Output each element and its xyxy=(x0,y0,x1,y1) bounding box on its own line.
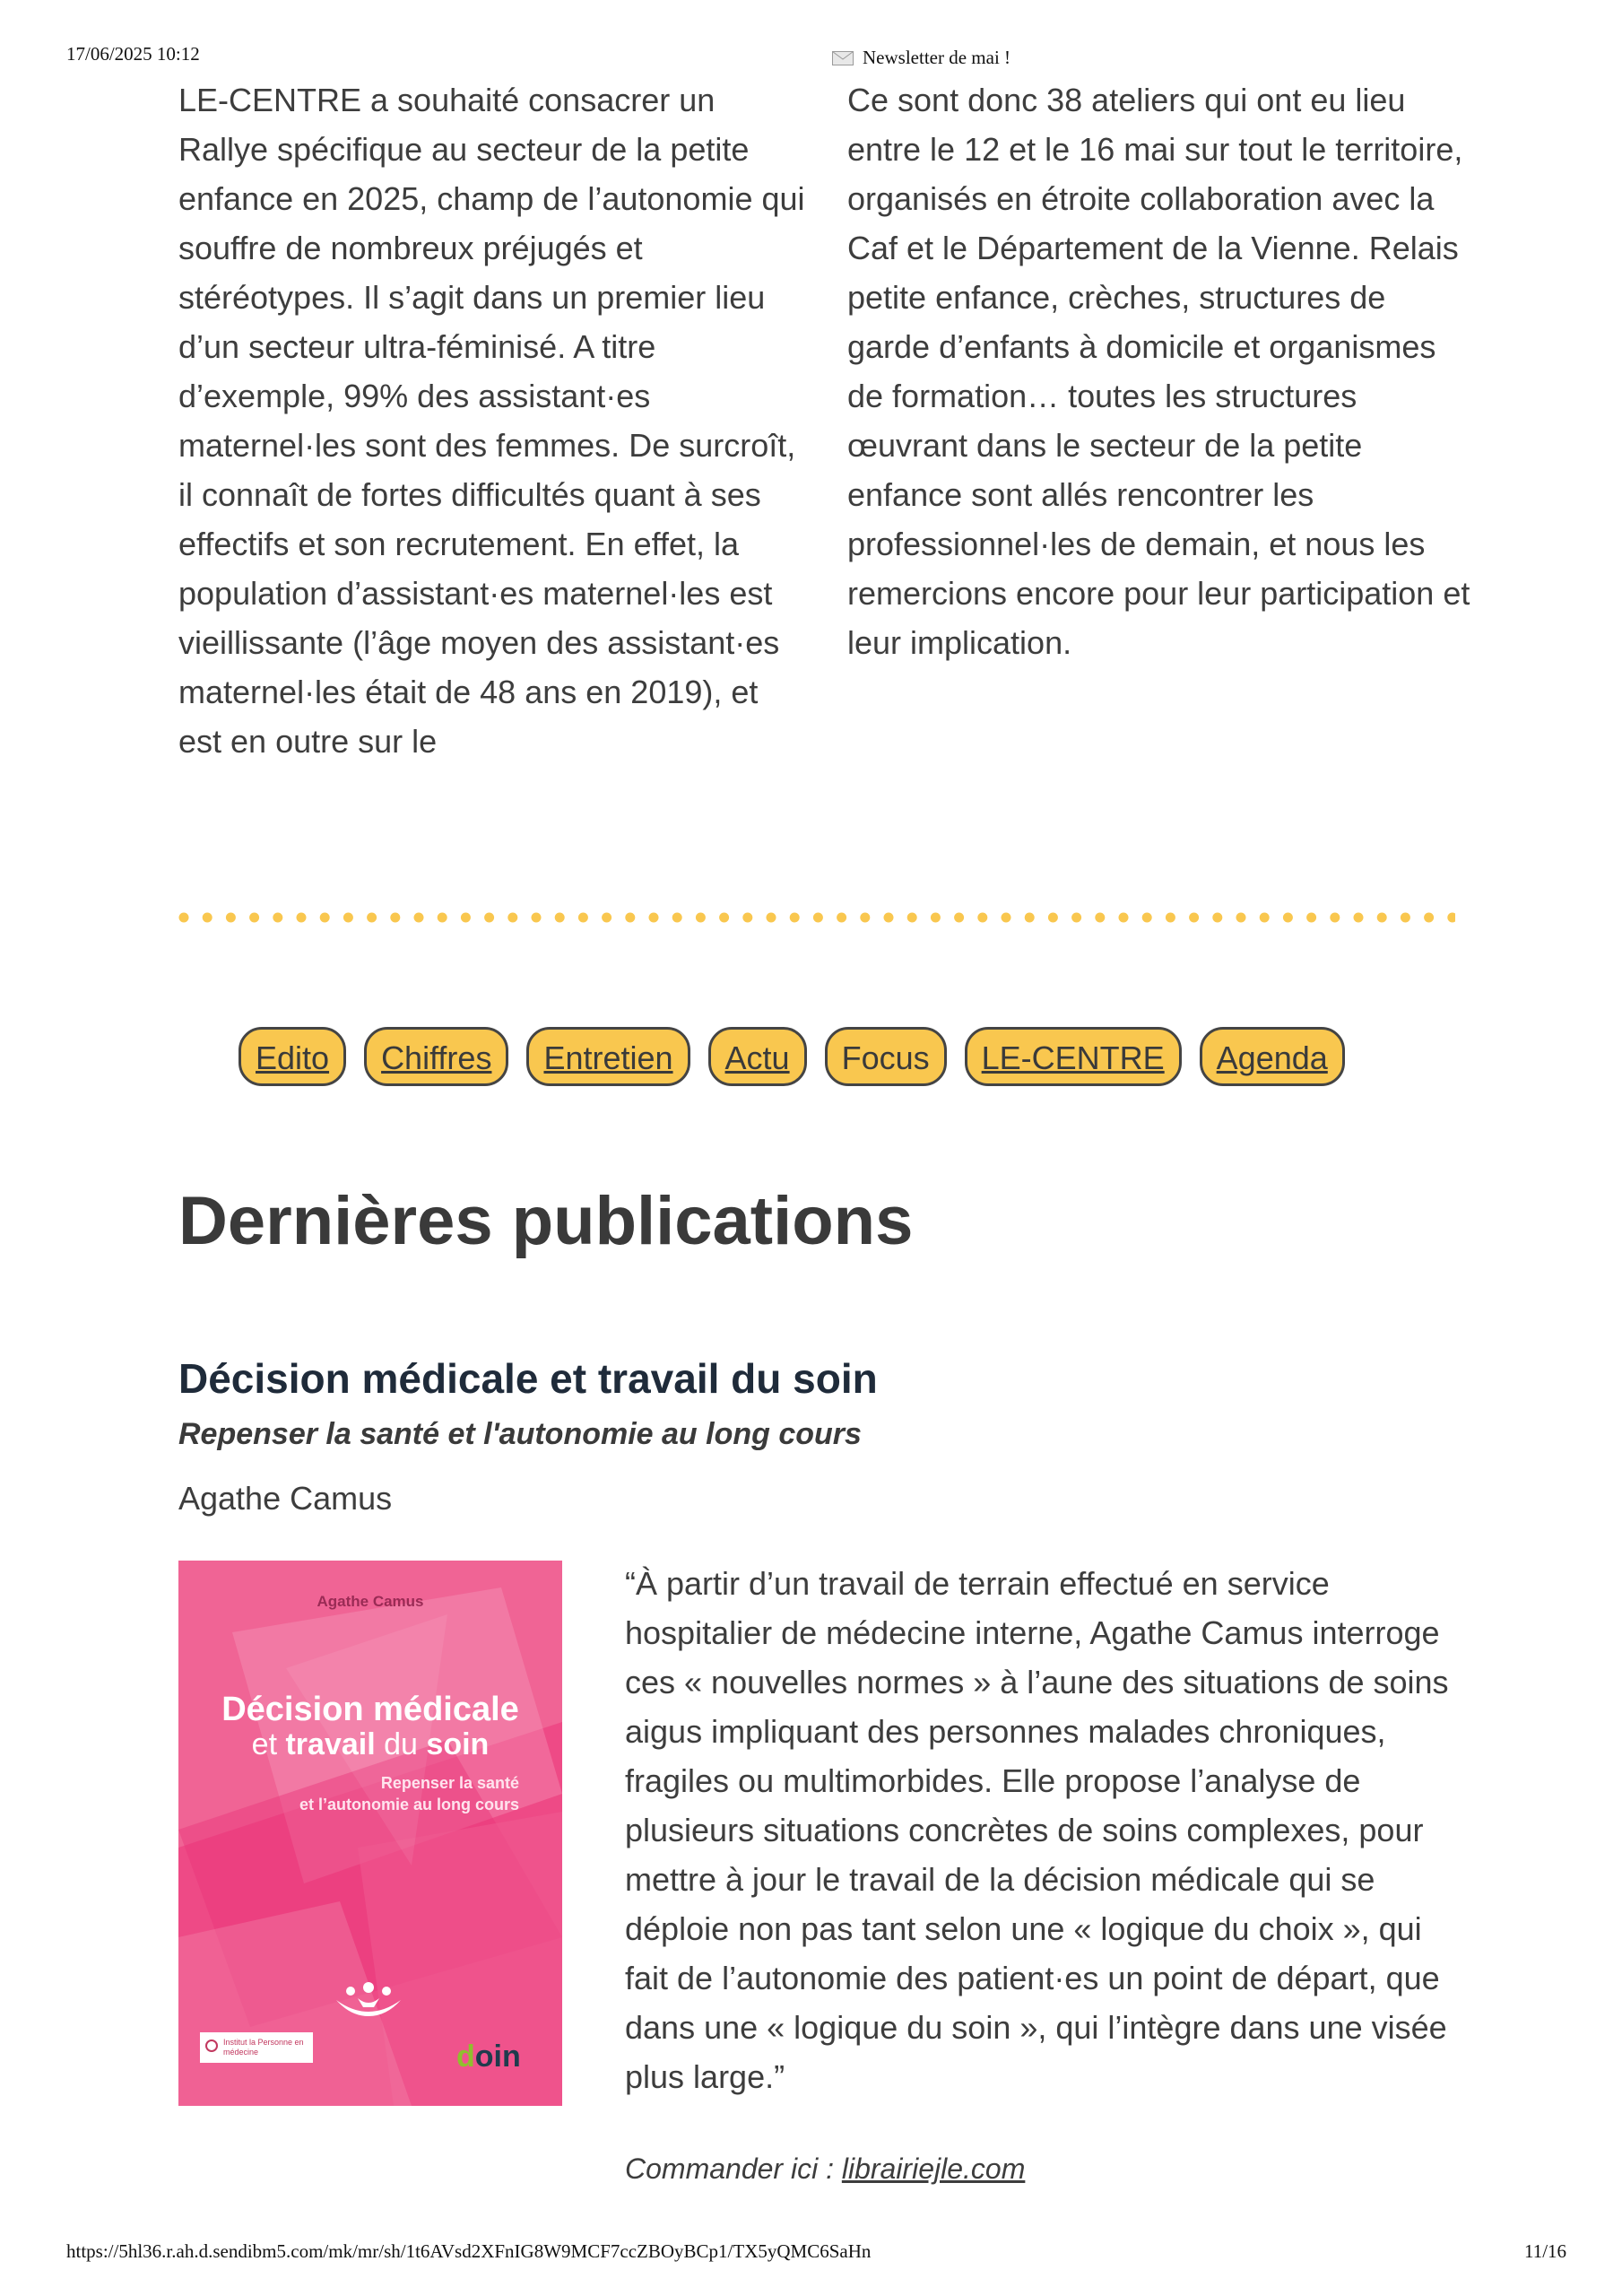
divider-dot xyxy=(1306,913,1316,923)
cover-badge-text: Institut la Personne en médecine xyxy=(223,2038,304,2057)
nav-agenda-link[interactable]: Agenda xyxy=(1200,1027,1345,1086)
divider-dot xyxy=(1166,913,1175,923)
book-subtitle: Repenser la santé et l'autonomie au long cours xyxy=(178,1417,862,1451)
divider-dot xyxy=(1424,913,1434,923)
nav-actu-link[interactable]: Actu xyxy=(708,1027,807,1086)
divider-dot xyxy=(696,913,706,923)
divider-dot xyxy=(1095,913,1105,923)
book-title: Décision médicale et travail du soin xyxy=(178,1355,878,1402)
divider-dot xyxy=(1212,913,1222,923)
book-author: Agathe Camus xyxy=(178,1480,393,1517)
article-left-text: LE-CENTRE a souhaité consacrer un Rallye spécifique au secteur de la petite enfance en 2025, champ de l’autonomie qui souffre de nombreux préjugés et stéréotypes. Il s’agit dans un premier lieu d’un secteur ultra-féminisé. A titre d’exemple, 99% des assistant·es maternel·les sont des femmes. De surcroît, il connaît de fortes difficultés quant à ses effectifs et son recrutement. En effet, la population d’assistant·es maternel·les est vieillissante (l’âge moyen des assistant·es maternel·les était de 48 ans en 2019), et est en outre sur le xyxy=(178,82,805,760)
divider-dot xyxy=(507,913,517,923)
divider-dot xyxy=(1260,913,1270,923)
print-page-number: 11/16 xyxy=(1524,2240,1567,2262)
divider-dot xyxy=(367,913,377,923)
divider-dot xyxy=(649,913,659,923)
nav-chiffres-link[interactable]: Chiffres xyxy=(364,1027,508,1086)
book-cover[interactable] xyxy=(178,1561,562,2106)
nav-le-centre-link[interactable]: LE-CENTRE xyxy=(965,1027,1182,1086)
cover-subtitle-line2: et l’autonomie au long cours xyxy=(299,1796,519,1813)
cover-author: Agathe Camus xyxy=(317,1593,424,1610)
divider-dot xyxy=(1119,913,1129,923)
cover-background xyxy=(178,1561,562,2106)
divider-dot xyxy=(578,913,588,923)
divider-dot xyxy=(602,913,612,923)
divider-dot xyxy=(1447,913,1455,923)
section-nav xyxy=(239,1024,1345,1089)
divider-dot xyxy=(1283,913,1293,923)
dotted-divider xyxy=(178,911,1455,924)
cover-title-line2: et travail du soin xyxy=(251,1727,490,1761)
print-title-text: Newsletter de mai ! xyxy=(863,47,1011,68)
divider-dot xyxy=(1025,913,1035,923)
divider-dot xyxy=(438,913,447,923)
divider-dot xyxy=(907,913,917,923)
divider-dot xyxy=(320,913,330,923)
nav-focus-link[interactable]: Focus xyxy=(825,1027,947,1086)
divider-dot xyxy=(343,913,353,923)
divider-dot xyxy=(1401,913,1410,923)
divider-dot xyxy=(860,913,870,923)
cover-publisher-logo: doin xyxy=(456,2039,521,2074)
divider-dot xyxy=(461,913,471,923)
divider-dot xyxy=(790,913,800,923)
divider-dot xyxy=(1048,913,1058,923)
divider-dot xyxy=(813,913,823,923)
divider-dot xyxy=(484,913,494,923)
order-link[interactable]: librairiejle.com xyxy=(841,2152,1026,2185)
divider-dot xyxy=(837,913,846,923)
divider-dot xyxy=(249,913,259,923)
divider-dot xyxy=(390,913,400,923)
cover-title-line1: Décision médicale xyxy=(221,1691,519,1728)
divider-dot xyxy=(555,913,565,923)
divider-dot xyxy=(1236,913,1246,923)
divider-dot xyxy=(931,913,941,923)
divider-dot xyxy=(977,913,987,923)
nav-edito-link[interactable]: Edito xyxy=(239,1027,346,1086)
print-title xyxy=(832,47,1010,69)
divider-dot xyxy=(297,913,307,923)
divider-dot xyxy=(1071,913,1081,923)
envelope-icon xyxy=(832,51,854,65)
divider-dot xyxy=(226,913,236,923)
order-line xyxy=(625,2152,1025,2186)
cover-subtitle-line1: Repenser la santé xyxy=(380,1774,519,1792)
article-right-text: Ce sont donc 38 ateliers qui ont eu lieu entre le 12 et le 16 mai sur tout le territoire, organisés en étroite collaboration avec la Caf et le Département de la Vienne. Relais petite enfance, crèches, structures de garde d’enfants à domicile et organismes de formation… toutes les structures œuvrant dans le secteur de la petite enfance sont allés rencontrer les professionnel·les de demain, et nous les remercions encore pour leur participation et leur implication. xyxy=(847,82,1470,661)
divider-dot xyxy=(532,913,542,923)
divider-dot xyxy=(414,913,424,923)
divider-dot xyxy=(742,913,752,923)
article-left-column xyxy=(178,75,806,766)
divider-dot xyxy=(1189,913,1199,923)
institute-logo-icon xyxy=(205,2039,218,2052)
book-description: “À partir d’un travail de terrain effectué en service hospitalier de médecine interne, Agathe Camus interroge ces « nouvelles normes » à l’aune des situations de soins aigus impliquant des personnes malades chroniques, fragiles ou multimorbides. Elle propose l’analyse de plusieurs situations concrètes de soins complexes, pour mettre à jour le travail de la décision médicale qui se déploie non pas tant selon une « logique du choix », qui fait de l’autonomie des patient·es un point de départ, que dans une « logique du soin », qui l’intègre dans une visée plus large.” xyxy=(625,1565,1449,2095)
divider-dot xyxy=(1354,913,1364,923)
divider-dot xyxy=(625,913,635,923)
nav-entretien-link[interactable]: Entretien xyxy=(526,1027,690,1086)
cover-people-logo-icon xyxy=(333,1980,404,2020)
print-url: https://5hl36.r.ah.d.sendibm5.com/mk/mr/sh/1t6AVsd2XFnIG8W9MCF7ccZBOyBCp1/TX5yQMC6SaHn xyxy=(66,2240,872,2262)
divider-dot xyxy=(1142,913,1152,923)
divider-dot xyxy=(954,913,964,923)
cover-institute-badge xyxy=(200,2032,313,2063)
divider-dot xyxy=(203,913,213,923)
divider-dot xyxy=(719,913,729,923)
divider-dot xyxy=(1330,913,1340,923)
divider-dot xyxy=(273,913,282,923)
divider-dot xyxy=(767,913,776,923)
divider-dot xyxy=(672,913,682,923)
divider-dot xyxy=(884,913,894,923)
section-title: Dernières publications xyxy=(178,1183,914,1259)
article-right-column xyxy=(847,75,1475,667)
divider-dot xyxy=(1002,913,1011,923)
print-date: 17/06/2025 10:12 xyxy=(66,43,200,65)
order-label: Commander ici : xyxy=(625,2152,834,2185)
divider-dot xyxy=(1377,913,1387,923)
divider-dot xyxy=(179,913,189,923)
